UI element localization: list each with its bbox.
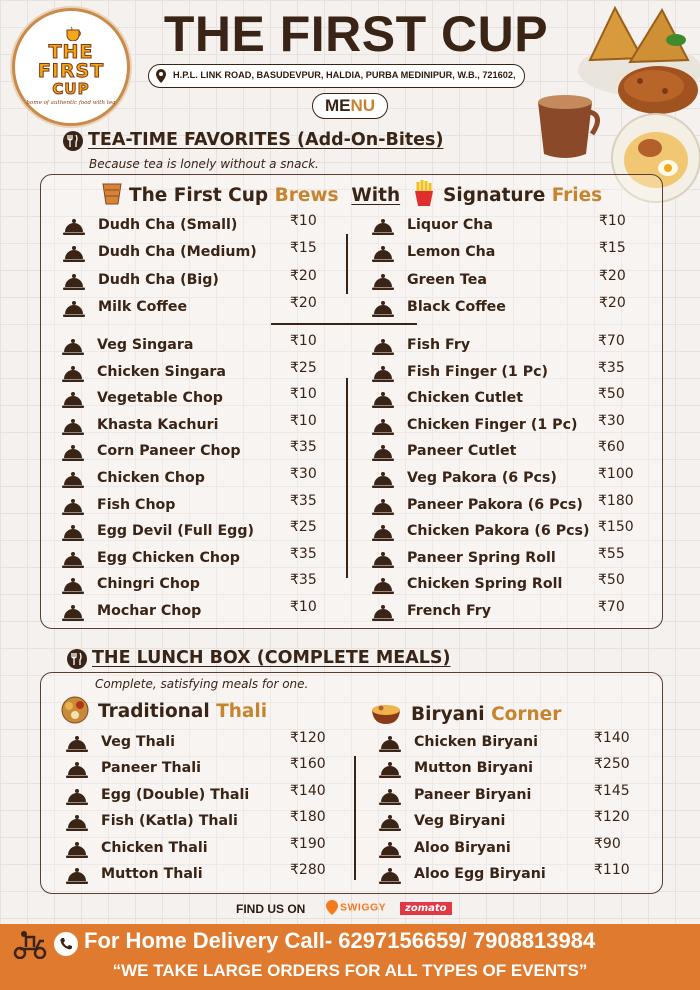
- category-part4: Fries: [551, 185, 603, 206]
- item-name: Milk Coffee: [98, 298, 188, 315]
- cloche-icon: [62, 576, 84, 596]
- divider-vertical-brews: [346, 234, 348, 294]
- item-price: ₹280: [290, 862, 326, 878]
- cloche-icon: [62, 364, 84, 384]
- item-price: ₹55: [598, 545, 625, 562]
- item-name: Black Coffee: [407, 298, 506, 315]
- item-name: Fish Finger (1 Pc): [407, 363, 548, 380]
- cloche-icon: [372, 390, 394, 410]
- item-name: Paneer Pakora (6 Pcs): [407, 496, 583, 513]
- swiggy-link[interactable]: [326, 900, 386, 915]
- cloche-icon: [62, 523, 84, 543]
- item-price: ₹30: [290, 466, 317, 482]
- large-orders-text: “WE TAKE LARGE ORDERS FOR ALL TYPES OF EVENTS”: [112, 961, 588, 980]
- cloche-icon: [379, 760, 401, 780]
- item-name: Mochar Chop: [97, 603, 202, 619]
- cloche-icon: [372, 550, 394, 570]
- cloche-icon: [63, 244, 85, 264]
- logo-tagline: home of authentic food with tea: [26, 99, 116, 106]
- section-heading-lunch-text: THE LUNCH BOX (COMPLETE MEALS): [92, 648, 451, 668]
- item-name: Veg Pakora (6 Pcs): [407, 470, 557, 486]
- category-thali-part1: Traditional: [98, 701, 217, 722]
- item-price: ₹160: [290, 756, 326, 773]
- item-name: Chicken Spring Roll: [407, 576, 563, 593]
- address-pill: [148, 64, 525, 88]
- zomato-link[interactable]: zomato: [400, 902, 452, 915]
- item-price: ₹10: [599, 213, 626, 229]
- menu-label-part2: NU: [350, 96, 376, 115]
- cloche-icon: [372, 497, 394, 517]
- item-price: ₹90: [594, 835, 621, 852]
- menu-label-part1: ME: [324, 96, 351, 115]
- thali-icon: [60, 696, 90, 724]
- item-price: ₹35: [290, 572, 317, 589]
- cloche-icon: [372, 417, 394, 437]
- item-price: ₹180: [598, 492, 634, 509]
- cloche-icon: [62, 337, 84, 357]
- category-brews-fries: [101, 180, 602, 206]
- item-price: ₹35: [290, 492, 317, 509]
- item-name: Paneer Thali: [101, 760, 201, 777]
- delivery-call-text: For Home Delivery Call- 6297156659/ 7908813984: [84, 928, 596, 953]
- divider-vertical-snacks: [346, 378, 348, 578]
- item-name: Veg Biryani: [414, 813, 506, 830]
- section-heading-tea: [88, 130, 443, 150]
- teacup-icon: [65, 27, 85, 41]
- logo-line-3: CUP: [52, 79, 90, 98]
- cloche-icon: [372, 337, 394, 357]
- location-pin-icon: [155, 69, 167, 83]
- item-name: Chicken Cutlet: [407, 390, 524, 407]
- cloche-icon: [66, 813, 88, 833]
- cloche-icon: [62, 550, 84, 570]
- cutlery-icon: [63, 131, 83, 151]
- item-price: ₹10: [290, 412, 317, 429]
- item-price: ₹20: [290, 267, 317, 284]
- section-heading-lunch: [92, 648, 451, 668]
- cloche-icon: [62, 603, 84, 623]
- cloche-icon: [62, 443, 84, 463]
- item-price: ₹70: [598, 599, 625, 615]
- cup-icon: [101, 180, 123, 206]
- cloche-icon: [62, 470, 84, 490]
- item-name: Dudh Cha (Big): [98, 271, 219, 288]
- cloche-icon: [66, 866, 88, 886]
- item-price: ₹145: [594, 782, 630, 799]
- footer-bar: [0, 924, 700, 990]
- cloche-icon: [379, 787, 401, 807]
- item-name: Egg Devil (Full Egg): [97, 523, 254, 540]
- delivery-scooter-icon: [12, 931, 48, 959]
- cutlery-icon: [67, 649, 87, 669]
- item-name: French Fry: [407, 603, 491, 619]
- cloche-icon: [372, 364, 394, 384]
- item-price: ₹180: [290, 809, 326, 826]
- page-title: THE FIRST CUP: [163, 6, 549, 62]
- item-price: ₹25: [290, 359, 317, 376]
- swiggy-label: SWIGGY: [340, 901, 387, 914]
- cloche-icon: [66, 760, 88, 780]
- item-name: Chingri Chop: [97, 576, 200, 593]
- item-name: Fish (Katla) Thali: [101, 813, 238, 830]
- chai-cup-image: [530, 90, 606, 162]
- item-name: Veg Singara: [97, 337, 194, 353]
- section-subtitle-lunch: Complete, satisfying meals for one.: [95, 677, 309, 691]
- item-price: ₹50: [598, 386, 625, 403]
- cloche-icon: [372, 523, 394, 543]
- item-price: ₹35: [290, 439, 317, 456]
- cloche-icon: [372, 217, 394, 237]
- category-with: With: [351, 185, 401, 206]
- item-price: ₹15: [599, 240, 626, 257]
- item-name: Green Tea: [407, 271, 487, 288]
- cloche-icon: [379, 734, 401, 754]
- menu-label: [312, 93, 388, 119]
- category-part3: Signature: [443, 185, 552, 206]
- fries-icon: [413, 180, 435, 206]
- item-price: ₹140: [290, 782, 326, 799]
- item-price: ₹10: [290, 333, 317, 349]
- cloche-icon: [372, 299, 394, 319]
- item-name: Veg Thali: [101, 734, 175, 750]
- item-name: Fish Chop: [97, 496, 176, 513]
- cloche-icon: [372, 576, 394, 596]
- cloche-icon: [63, 217, 85, 237]
- logo-line-1: THE: [48, 40, 94, 63]
- cloche-icon: [66, 840, 88, 860]
- item-price: ₹190: [290, 835, 326, 852]
- find-us-label: FIND US ON: [236, 902, 306, 916]
- item-name: Aloo Egg Biryani: [414, 866, 546, 882]
- item-name: Dudh Cha (Medium): [98, 244, 257, 261]
- brand-logo: [12, 8, 130, 126]
- category-biryani-part2: Corner: [491, 704, 562, 725]
- item-price: ₹110: [594, 862, 630, 878]
- item-name: Chicken Chop: [97, 470, 205, 486]
- item-name: Aloo Biryani: [414, 839, 511, 856]
- phone-icon: [54, 932, 78, 956]
- item-name: Chicken Finger (1 Pc): [407, 416, 578, 433]
- category-thali-part2: Thali: [216, 701, 268, 722]
- item-price: ₹10: [290, 213, 317, 229]
- item-price: ₹120: [290, 730, 326, 746]
- item-name: Liquor Cha: [407, 217, 493, 233]
- item-name: Vegetable Chop: [97, 390, 223, 407]
- item-price: ₹150: [598, 519, 634, 536]
- divider-horizontal: [271, 323, 417, 325]
- item-price: ₹20: [599, 294, 626, 311]
- item-price: ₹60: [598, 439, 625, 456]
- cloche-icon: [62, 497, 84, 517]
- item-name: Corn Paneer Chop: [97, 443, 241, 460]
- cloche-icon: [379, 813, 401, 833]
- cloche-icon: [62, 417, 84, 437]
- cloche-icon: [379, 866, 401, 886]
- divider-vertical-lunch: [354, 756, 356, 880]
- item-price: ₹20: [599, 267, 626, 284]
- cloche-icon: [372, 244, 394, 264]
- item-name: Paneer Biryani: [414, 786, 532, 803]
- item-price: ₹140: [594, 730, 630, 746]
- swiggy-icon: [326, 900, 338, 915]
- category-biryani-part1: Biryani: [411, 704, 492, 725]
- item-price: ₹25: [290, 519, 317, 536]
- category-part1: The First Cup: [129, 185, 275, 206]
- item-name: Chicken Singara: [97, 363, 226, 380]
- item-name: Paneer Spring Roll: [407, 549, 556, 566]
- cloche-icon: [372, 603, 394, 623]
- cloche-icon: [372, 443, 394, 463]
- item-name: Paneer Cutlet: [407, 443, 517, 460]
- item-price: ₹120: [594, 809, 630, 826]
- item-price: ₹15: [290, 240, 317, 257]
- category-thali: [60, 696, 267, 724]
- item-price: ₹35: [598, 359, 625, 376]
- item-name: Egg (Double) Thali: [101, 786, 250, 803]
- cloche-icon: [62, 390, 84, 410]
- item-name: Dudh Cha (Small): [98, 217, 238, 233]
- item-name: Chicken Thali: [101, 839, 208, 856]
- section-heading-tea-text: TEA-TIME FAVORITES (Add-On-Bites): [88, 130, 444, 150]
- item-name: Mutton Biryani: [414, 760, 534, 777]
- logo-line-2: FIRST: [37, 59, 105, 82]
- category-biryani: [369, 700, 561, 726]
- biryani-pot-icon: [369, 700, 403, 726]
- item-name: Khasta Kachuri: [97, 416, 219, 433]
- cloche-icon: [372, 470, 394, 490]
- item-price: ₹100: [598, 466, 634, 482]
- item-name: Fish Fry: [407, 337, 471, 353]
- item-price: ₹10: [290, 386, 317, 403]
- item-name: Chicken Biryani: [414, 734, 538, 750]
- item-price: ₹20: [290, 294, 317, 311]
- item-name: Chicken Pakora (6 Pcs): [407, 523, 590, 540]
- item-price: ₹35: [290, 545, 317, 562]
- item-name: Lemon Cha: [407, 244, 496, 261]
- item-name: Mutton Thali: [101, 866, 203, 882]
- item-price: ₹30: [598, 412, 625, 429]
- cloche-icon: [63, 272, 85, 292]
- cloche-icon: [372, 272, 394, 292]
- item-price: ₹10: [290, 599, 317, 615]
- item-price: ₹50: [598, 572, 625, 589]
- item-price: ₹70: [598, 333, 625, 349]
- address-text: H.P.L. LINK ROAD, BASUDEVPUR, HALDIA, PURBA MEDINIPUR, W.B., 721602,: [173, 70, 516, 80]
- section-subtitle-tea: Because tea is lonely without a snack.: [89, 157, 319, 171]
- item-price: ₹250: [594, 756, 630, 773]
- cloche-icon: [379, 840, 401, 860]
- cloche-icon: [66, 787, 88, 807]
- cloche-icon: [63, 299, 85, 319]
- category-part2: Brews: [274, 185, 339, 206]
- cloche-icon: [66, 734, 88, 754]
- item-name: Egg Chicken Chop: [97, 549, 240, 566]
